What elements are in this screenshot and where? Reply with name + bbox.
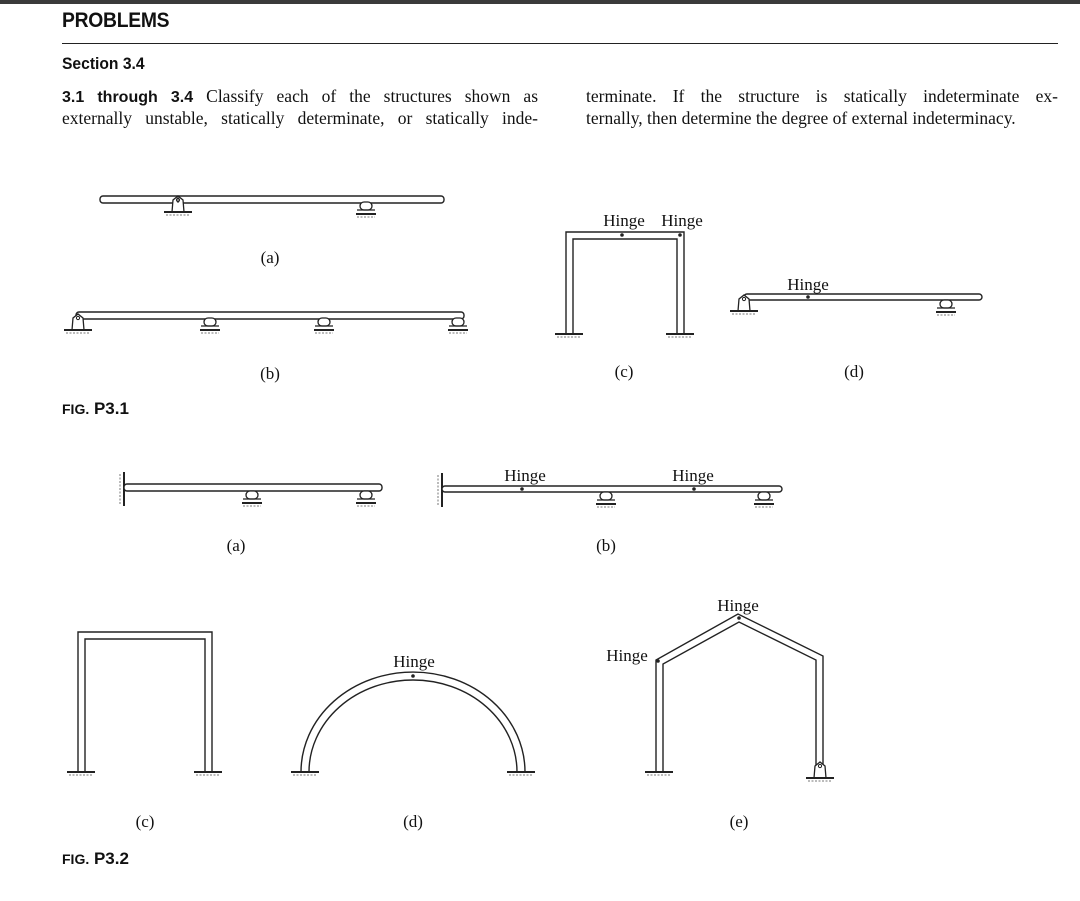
fig1-d-beam-structure: [730, 294, 982, 315]
fig1-caption-d: (d): [844, 362, 864, 381]
fig1-label: FIG. P3.1: [62, 399, 129, 418]
fig2-e-gable-frame-structure: [645, 614, 834, 781]
fixed-support-icon: [507, 772, 535, 775]
beam: [76, 312, 464, 319]
fig2-caption-b: (b): [596, 536, 616, 555]
fig1-c-hinge-label-1: Hinge: [603, 211, 645, 230]
fig1-c-hinge-label-2: Hinge: [661, 211, 703, 230]
problem-line-4: ternally, then determine the degree of external indeterminacy.: [586, 108, 1016, 128]
fig1-caption-a: (a): [260, 248, 280, 267]
beam: [744, 294, 982, 300]
fixed-support-icon: [666, 334, 694, 337]
fig1-a-beam-structure: [100, 196, 444, 217]
roller-support-icon: [356, 491, 376, 506]
roller-support-icon: [596, 492, 616, 507]
fig2-a-beam-structure: [120, 472, 382, 506]
fig2-caption-c: (c): [135, 812, 155, 831]
roller-support-icon: [242, 491, 262, 506]
roller-support-icon: [936, 300, 956, 315]
fixed-support-icon: [555, 334, 583, 337]
fig2-b-hinge-label-1: Hinge: [504, 466, 546, 485]
problem-line-1: 3.1 through 3.4 Classify each of the structures shown as: [62, 86, 538, 106]
fixed-support-icon: [67, 772, 95, 775]
fig2-d-arch-structure: [291, 672, 535, 775]
hinge-icon: [656, 659, 660, 663]
page-heading: PROBLEMS: [62, 9, 170, 32]
fig2-caption-e: (e): [729, 812, 749, 831]
fig1-b-beam-structure: [64, 312, 468, 333]
beam: [124, 484, 382, 491]
hinge-icon: [620, 233, 624, 237]
fig2-b-hinge-label-2: Hinge: [672, 466, 714, 485]
fig2-e-hinge-label-top: Hinge: [717, 596, 759, 615]
fixed-support-icon: [291, 772, 319, 775]
hinge-icon: [678, 233, 682, 237]
section-title: Section 3.4: [62, 54, 145, 73]
hinge-icon: [520, 487, 524, 491]
roller-support-icon: [754, 492, 774, 507]
beam: [442, 486, 782, 492]
problem-line-3: terminate. If the structure is statically indeterminate ex-: [586, 86, 1058, 106]
fig2-d-hinge-label: Hinge: [393, 652, 435, 671]
fig1-caption-c: (c): [614, 362, 634, 381]
hinge-icon: [737, 616, 741, 620]
fig2-c-frame-structure: [67, 632, 222, 775]
fig2-b-beam-structure: [438, 473, 782, 507]
beam: [100, 196, 444, 203]
hinge-icon: [411, 674, 415, 678]
problem-line-2: externally unstable, statically determinate, or statically inde-: [62, 108, 538, 128]
fixed-support-icon: [194, 772, 222, 775]
fig1-d-hinge-label: Hinge: [787, 275, 829, 294]
roller-support-icon: [356, 202, 376, 217]
hinge-icon: [806, 295, 810, 299]
roller-support-icon: [200, 318, 220, 333]
roller-support-icon: [314, 318, 334, 333]
fig2-e-hinge-label-left: Hinge: [606, 646, 648, 665]
fig1-caption-b: (b): [260, 364, 280, 383]
fig1-c-frame-structure: [555, 232, 694, 337]
fig2-caption-a: (a): [226, 536, 246, 555]
problem-number: 3.1 through 3.4: [62, 89, 194, 106]
fixed-support-icon: [645, 772, 673, 775]
fig2-caption-d: (d): [403, 812, 423, 831]
pin-support-icon: [806, 762, 834, 781]
roller-support-icon: [448, 318, 468, 333]
hinge-icon: [692, 487, 696, 491]
fig2-label: FIG. P3.2: [62, 849, 129, 868]
